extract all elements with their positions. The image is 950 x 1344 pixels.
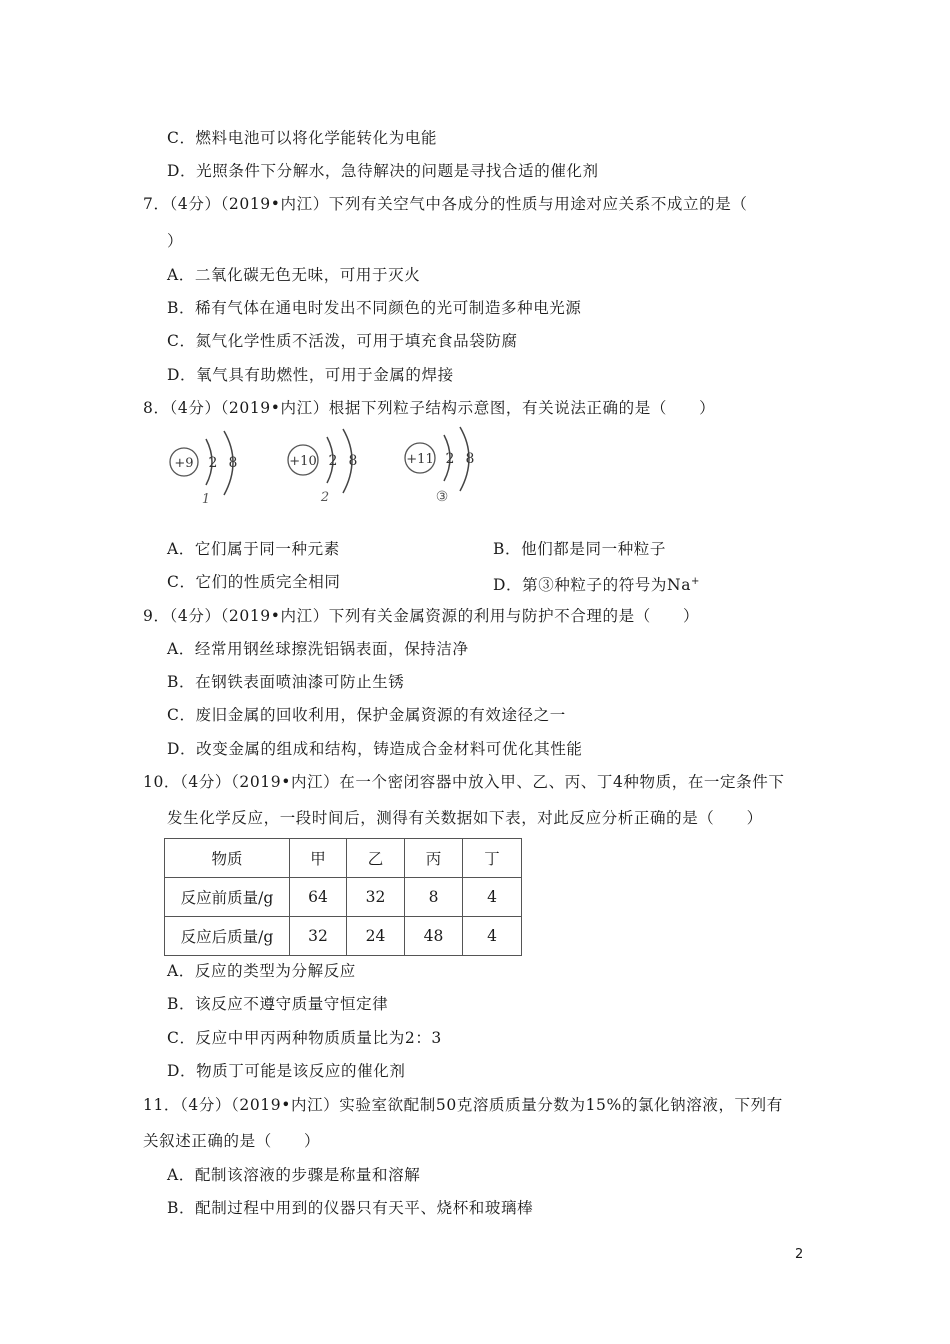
- superscript-charge: +: [691, 576, 701, 587]
- q11-option-a: A．配制该溶液的步骤是称量和溶解: [167, 1166, 421, 1184]
- q10-stem: 10．（4分）（2019•内江）在一个密闭容器中放入甲、乙、丙、丁4种物质，在一定条件下: [143, 773, 785, 791]
- q10-data-table: [164, 838, 522, 956]
- particle-label: 2: [320, 490, 330, 505]
- table-header-row: [165, 839, 522, 878]
- particle-label: ③: [435, 489, 449, 505]
- particle-diagram-3: [402, 425, 492, 510]
- nucleus-label: +9: [174, 456, 194, 471]
- nucleus-label: +11: [406, 452, 434, 467]
- q9-option-d: D．改变金属的组成和结构，铸造成合金材料可优化其性能: [167, 740, 583, 758]
- particle-diagram-1: [168, 425, 258, 510]
- q10-option-a: A．反应的类型为分解反应: [167, 962, 356, 980]
- table-cell: 32: [290, 917, 347, 956]
- q10-option-d: D．物质丁可能是该反应的催化剂: [167, 1062, 406, 1080]
- q9-stem: 9．（4分）（2019•内江）下列有关金属资源的利用与防护不合理的是（ ）: [143, 607, 700, 625]
- table-cell: 8: [405, 878, 463, 917]
- q11-stem: 11．（4分）（2019•内江）实验室欲配制50克溶质质量分数为15%的氯化钠溶液，下列有: [143, 1096, 783, 1114]
- particle-label: 1: [201, 492, 211, 507]
- q8-option-c: C．它们的性质完全相同: [167, 573, 341, 591]
- q7-option-d: D．氧气具有助燃性，可用于金属的焊接: [167, 366, 454, 384]
- particle-diagram-2: [287, 425, 377, 510]
- shell-2-count: 8: [348, 453, 358, 469]
- table-cell: 反应前质量/g: [165, 878, 290, 917]
- q10-option-c: C．反应中甲丙两种物质质量比为2：3: [167, 1029, 442, 1047]
- q8-option-b: B．他们都是同一种粒子: [493, 540, 666, 558]
- nucleus-label: +10: [289, 454, 317, 469]
- q7-option-b: B．稀有气体在通电时发出不同颜色的光可制造多种电光源: [167, 299, 582, 317]
- q6-option-c: C．燃料电池可以将化学能转化为电能: [167, 129, 438, 147]
- table-cell: 4: [463, 917, 522, 956]
- table-cell: 反应后质量/g: [165, 917, 290, 956]
- shell-2-count: 8: [465, 451, 475, 467]
- shell-1-count: 2: [208, 455, 218, 471]
- q9-option-c: C．废旧金属的回收利用，保护金属资源的有效途径之一: [167, 706, 566, 724]
- q10-option-b: B．该反应不遵守质量守恒定律: [167, 995, 389, 1013]
- q7-option-c: C．氮气化学性质不活泼，可用于填充食品袋防腐: [167, 332, 518, 350]
- table-cell: 64: [290, 878, 347, 917]
- q7-stem: 7．（4分）（2019•内江）下列有关空气中各成分的性质与用途对应关系不成立的是（: [143, 195, 748, 213]
- q9-option-b: B．在钢铁表面喷油漆可防止生锈: [167, 673, 405, 691]
- q9-option-a: A．经常用钢丝球擦洗铝锅表面，保持洁净: [167, 640, 469, 658]
- table-header-cell: 丙: [405, 839, 463, 878]
- q10-stem-cont: 发生化学反应，一段时间后，测得有关数据如下表，对此反应分析正确的是（ ）: [167, 809, 763, 827]
- table-cell: 24: [347, 917, 405, 956]
- q11-option-b: B．配制过程中用到的仪器只有天平、烧杯和玻璃棒: [167, 1199, 534, 1217]
- q7-option-a: A．二氧化碳无色无味，可用于灭火: [167, 266, 421, 284]
- shell-1-count: 2: [445, 451, 455, 467]
- q8-option-a: A．它们属于同一种元素: [167, 540, 340, 558]
- table-row: [165, 878, 522, 917]
- table-header-cell: 物质: [165, 839, 290, 878]
- q11-stem-cont: 关叙述正确的是（ ）: [143, 1132, 321, 1150]
- q8-stem: 8．（4分）（2019•内江）根据下列粒子结构示意图，有关说法正确的是（ ）: [143, 399, 716, 417]
- q6-option-d: D．光照条件下分解水，急待解决的问题是寻找合适的催化剂: [167, 162, 599, 180]
- table-cell: 4: [463, 878, 522, 917]
- q8-option-d: D．第③种粒子的符号为Na+: [493, 576, 701, 595]
- shell-2-count: 8: [228, 455, 238, 471]
- page-number: 2: [795, 1247, 804, 1262]
- q7-stem-cont: ）: [167, 232, 184, 250]
- table-header-cell: 丁: [463, 839, 522, 878]
- table-header-cell: 乙: [347, 839, 405, 878]
- table-row: [165, 917, 522, 956]
- shell-1-count: 2: [328, 453, 338, 469]
- table-cell: 32: [347, 878, 405, 917]
- table-cell: 48: [405, 917, 463, 956]
- table-header-cell: 甲: [290, 839, 347, 878]
